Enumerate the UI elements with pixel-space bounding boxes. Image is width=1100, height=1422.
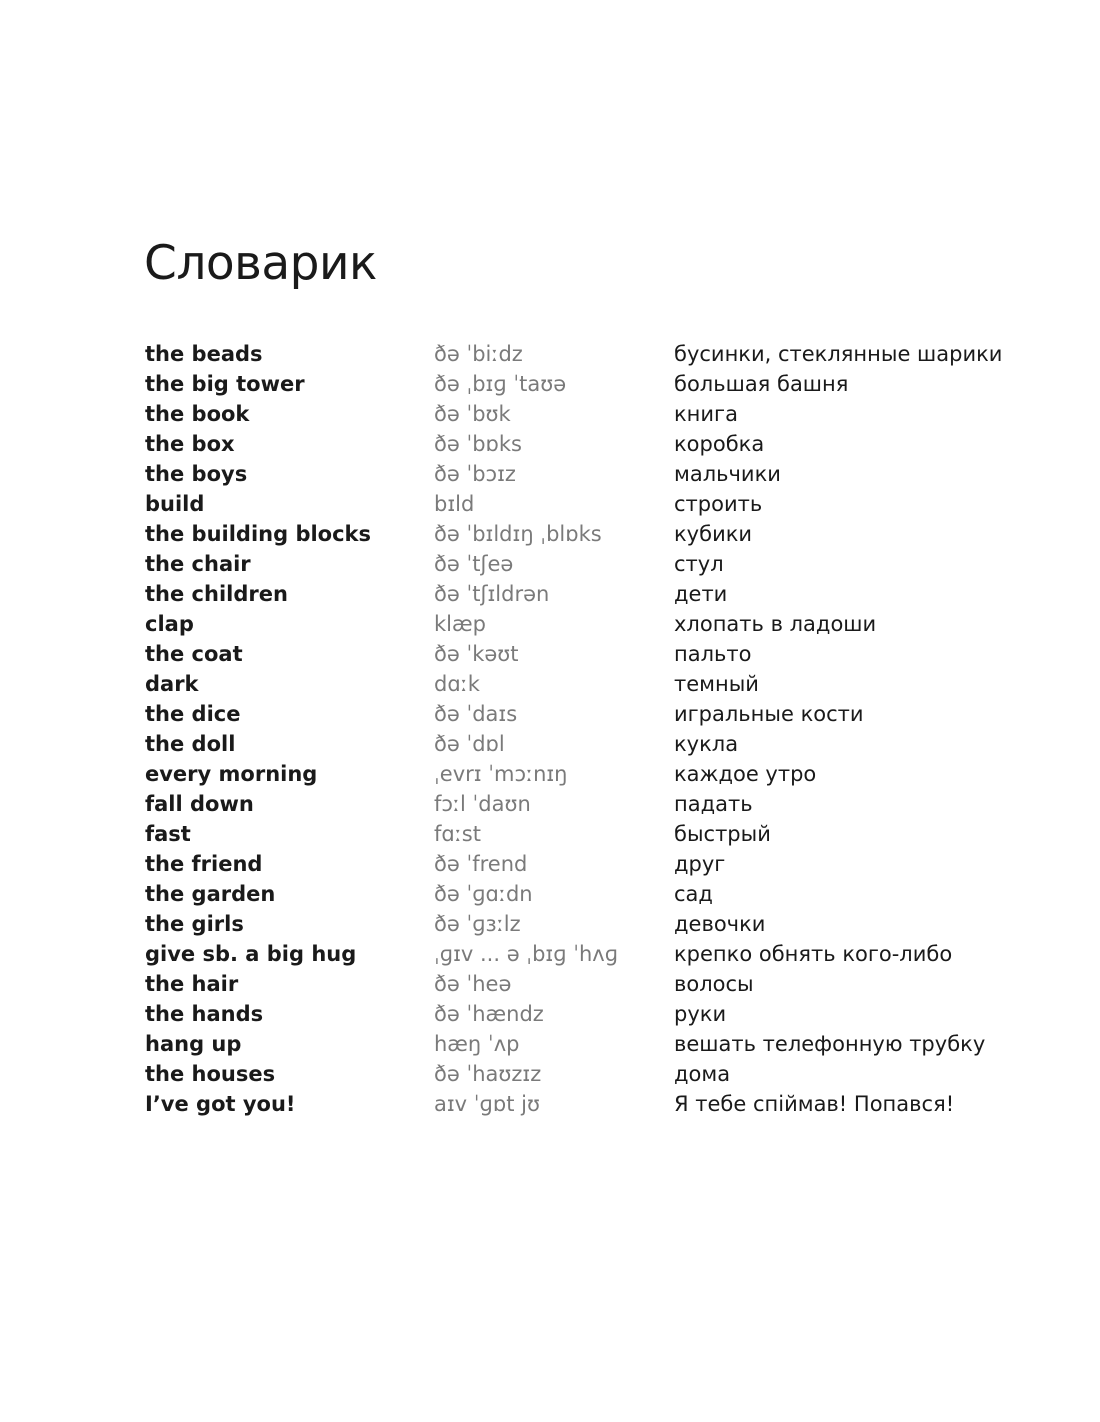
page-title: Словарик [144, 236, 377, 291]
entry-translation: кукла [674, 732, 739, 756]
entry-term: the coat [145, 642, 243, 666]
entry-transcription: ðə ˈtʃeə [434, 552, 514, 576]
entry-translation: Я тебе спіймав! Попався! [674, 1092, 955, 1116]
entry-term: the big tower [145, 372, 305, 396]
glossary-entry [145, 699, 1045, 729]
glossary-entry [145, 429, 1045, 459]
glossary-entry [145, 669, 1045, 699]
glossary-entry [145, 849, 1045, 879]
entry-translation: волосы [674, 972, 754, 996]
entry-translation: книга [674, 402, 738, 426]
entry-term: fast [145, 822, 191, 846]
glossary-entry [145, 549, 1045, 579]
glossary-entry [145, 459, 1045, 489]
entry-transcription: ðə ˈbɒks [434, 432, 522, 456]
entry-transcription: aɪv ˈɡɒt jʊ [434, 1092, 540, 1116]
entry-term: the garden [145, 882, 276, 906]
glossary-entry [145, 729, 1045, 759]
entry-translation: руки [674, 1002, 727, 1026]
entry-translation: крепко обнять кого-либо [674, 942, 953, 966]
entry-term: the children [145, 582, 288, 606]
entry-transcription: ðə ˈbɔɪz [434, 462, 516, 486]
entry-transcription: ðə ˈfrend [434, 852, 528, 876]
glossary-entry [145, 879, 1045, 909]
entry-translation: падать [674, 792, 753, 816]
entry-translation: девочки [674, 912, 766, 936]
entry-term: the hands [145, 1002, 264, 1026]
glossary-entry [145, 1059, 1045, 1089]
entry-term: the girls [145, 912, 244, 936]
entry-term: clap [145, 612, 194, 636]
glossary-entry [145, 909, 1045, 939]
entry-term: fall down [145, 792, 254, 816]
entry-translation: каждое утро [674, 762, 817, 786]
entry-translation: дома [674, 1062, 731, 1086]
entry-term: build [145, 492, 205, 516]
entry-term: the friend [145, 852, 263, 876]
entry-translation: пальто [674, 642, 752, 666]
glossary-entry [145, 579, 1045, 609]
glossary-entry [145, 969, 1045, 999]
entry-term: dark [145, 672, 199, 696]
entry-transcription: bɪld [434, 492, 475, 516]
entry-transcription: ðə ˈhændz [434, 1002, 544, 1026]
entry-transcription: fɑːst [434, 822, 481, 846]
glossary-entry [145, 489, 1045, 519]
entry-term: I’ve got you! [145, 1092, 296, 1116]
entry-term: the houses [145, 1062, 276, 1086]
entry-transcription: ðə ˈbɪldɪŋ ˌblɒks [434, 522, 602, 546]
entry-translation: стул [674, 552, 724, 576]
entry-transcription: ðə ˈtʃɪldrən [434, 582, 550, 606]
glossary-entry [145, 789, 1045, 819]
entry-transcription: hæŋ ˈʌp [434, 1032, 520, 1056]
glossary-entry [145, 519, 1045, 549]
glossary-entry [145, 1089, 1045, 1119]
entry-term: every morning [145, 762, 318, 786]
entry-translation: игральные кости [674, 702, 864, 726]
entry-transcription: ðə ˈkəʊt [434, 642, 519, 666]
entry-term: the hair [145, 972, 239, 996]
entry-transcription: ðə ˈdaɪs [434, 702, 518, 726]
entry-translation: строить [674, 492, 763, 516]
entry-transcription: ðə ˌbɪɡ ˈtaʊə [434, 372, 567, 396]
entry-transcription: ðə ˈɡɑːdn [434, 882, 533, 906]
entry-translation: темный [674, 672, 759, 696]
entry-translation: вешать телефонную трубку [674, 1032, 986, 1056]
glossary-entry [145, 609, 1045, 639]
glossary-list [145, 339, 1045, 1119]
entry-translation: друг [674, 852, 726, 876]
entry-transcription: ðə ˈheə [434, 972, 512, 996]
entry-term: give sb. a big hug [145, 942, 357, 966]
entry-term: the doll [145, 732, 236, 756]
entry-translation: хлопать в ладоши [674, 612, 877, 636]
glossary-entry [145, 819, 1045, 849]
entry-term: the box [145, 432, 235, 456]
entry-term: the dice [145, 702, 241, 726]
entry-transcription: fɔːl ˈdaʊn [434, 792, 531, 816]
glossary-entry [145, 339, 1045, 369]
entry-term: the building blocks [145, 522, 372, 546]
entry-transcription: ðə ˈbʊk [434, 402, 511, 426]
entry-transcription: ðə ˈhaʊzɪz [434, 1062, 542, 1086]
glossary-entry [145, 399, 1045, 429]
entry-transcription: klæp [434, 612, 486, 636]
entry-transcription: ðə ˈbiːdz [434, 342, 523, 366]
entry-term: the beads [145, 342, 263, 366]
entry-term: the book [145, 402, 250, 426]
entry-transcription: dɑːk [434, 672, 480, 696]
entry-translation: коробка [674, 432, 765, 456]
entry-term: the chair [145, 552, 251, 576]
entry-transcription: ðə ˈdɒl [434, 732, 505, 756]
entry-term: the boys [145, 462, 248, 486]
glossary-entry [145, 939, 1045, 969]
entry-transcription: ðə ˈɡɜːlz [434, 912, 521, 936]
entry-translation: дети [674, 582, 728, 606]
glossary-entry [145, 1029, 1045, 1059]
entry-translation: мальчики [674, 462, 781, 486]
glossary-entry [145, 759, 1045, 789]
entry-translation: сад [674, 882, 713, 906]
entry-translation: быстрый [674, 822, 771, 846]
glossary-entry [145, 369, 1045, 399]
entry-transcription: ˌɡɪv ... ə ˌbɪɡ ˈhʌɡ [434, 942, 619, 966]
glossary-entry [145, 999, 1045, 1029]
entry-translation: большая башня [674, 372, 849, 396]
entry-translation: кубики [674, 522, 753, 546]
entry-term: hang up [145, 1032, 242, 1056]
entry-transcription: ˌevrɪ ˈmɔːnɪŋ [434, 762, 568, 786]
entry-translation: бусинки, стеклянные шарики [674, 342, 1003, 366]
glossary-entry [145, 639, 1045, 669]
